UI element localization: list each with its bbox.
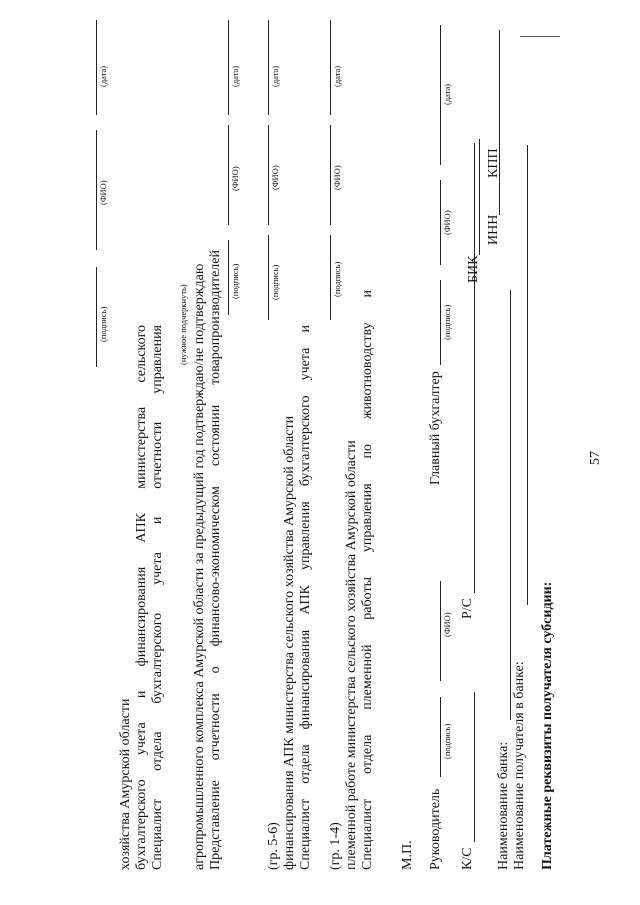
specialist-1-fio-caption: (ФИО)	[332, 165, 342, 190]
head-fio-caption: (ФИО)	[442, 612, 452, 637]
head-signature-caption: (подпись)	[442, 723, 452, 759]
kpp-field[interactable]	[499, 30, 500, 145]
ks-field[interactable]	[474, 692, 475, 842]
specialist-1-signature-caption: (подпись)	[332, 261, 342, 297]
specialist-2-signature-line[interactable]	[268, 235, 269, 320]
specialist-4-line-1: Специалист отдела бухгалтерского учета и отчетности управления	[150, 325, 165, 870]
specialist-4-line-2: бухгалтерского учета и финансирования АПК министерства сельского	[134, 325, 149, 870]
specialist-2-line-3: (гр. 5-6)	[266, 822, 281, 870]
specialist-1-date-line[interactable]	[330, 20, 331, 115]
specialist-4-signature-line[interactable]	[96, 267, 97, 367]
report-note: (нужное подчеркнуть)	[178, 284, 188, 365]
recipient-bank-field[interactable]	[527, 145, 528, 605]
specialist-2-date-line[interactable]	[268, 20, 269, 115]
stamp-label: М.П.	[400, 840, 415, 870]
report-date-caption: (дата)	[230, 65, 240, 87]
report-line-1: Представление отчетности о финансово-экономическом состоянии товаропроизводителей	[208, 250, 223, 870]
specialist-4-date-line[interactable]	[96, 20, 97, 115]
head-fio-line[interactable]	[440, 581, 441, 681]
specialist-1-date-caption: (дата)	[332, 65, 342, 87]
chief-accountant-date-line[interactable]	[440, 25, 441, 165]
specialist-4-line-3: хозяйства Амурской области	[118, 698, 133, 870]
head-title: Руководитель	[428, 788, 443, 870]
chief-accountant-fio-line[interactable]	[440, 180, 441, 265]
page-heading: Платежные реквизиты получателя субсидии:	[540, 581, 555, 870]
bik-label: БИК	[466, 255, 481, 283]
report-signature-line[interactable]	[228, 240, 229, 315]
chief-accountant-label: Главный бухгалтер	[428, 371, 443, 485]
top-right-rule	[520, 36, 560, 37]
specialist-2-signature-caption: (подпись)	[270, 264, 280, 300]
specialist-4-signature-caption: (подпись)	[98, 306, 108, 342]
specialist-4-fio-caption: (ФИО)	[98, 180, 108, 205]
specialist-1-signature-line[interactable]	[330, 235, 331, 320]
chief-signature-caption: (подпись)	[442, 304, 452, 340]
specialist-2-fio-caption: (ФИО)	[270, 165, 280, 190]
specialist-1-fio-line[interactable]	[330, 125, 331, 225]
inn-label: ИНН	[486, 214, 501, 245]
rs-field[interactable]	[474, 143, 475, 593]
chief-date-caption: (дата)	[442, 83, 452, 105]
specialist-1-line-3: (гр. 1-4)	[328, 822, 343, 870]
report-fio-line[interactable]	[228, 125, 229, 225]
specialist-2-fio-line[interactable]	[268, 125, 269, 225]
specialist-4-fio-line[interactable]	[96, 130, 97, 250]
chief-accountant-signature-line[interactable]	[440, 280, 441, 365]
specialist-2-line-1: Специалист отдела финансирования АПК управления бухгалтерского учета и	[298, 325, 313, 870]
specialist-1-line-2: племенной работе министерства сельского хозяйства Амурской области	[344, 440, 359, 870]
bank-name-label: Наименование банка:	[496, 741, 511, 870]
report-line-2: агропромышленного комплекса Амурской области за предыдущий год подтверждаю/не подтверждаю	[192, 263, 207, 870]
rs-label: Р/С	[460, 597, 475, 619]
report-fio-caption: (ФИО)	[230, 166, 240, 191]
specialist-1-line-1: Специалист отдела племенной работы управления по животноводству и	[360, 290, 375, 870]
kpp-label: КПП	[486, 148, 501, 178]
bank-name-field[interactable]	[510, 290, 511, 720]
report-date-line[interactable]	[228, 20, 229, 115]
recipient-bank-label: Наименование получателя в банке:	[512, 661, 527, 870]
head-signature-line[interactable]	[440, 697, 441, 777]
specialist-2-date-caption: (дата)	[270, 65, 280, 87]
specialist-4-date-caption: (дата)	[98, 65, 108, 87]
bik-field[interactable]	[479, 139, 480, 255]
page-number: 57	[588, 451, 603, 465]
specialist-2-line-2: финансирования АПК министерства сельского хозяйства Амурской области	[282, 415, 297, 870]
chief-fio-caption: (ФИО)	[442, 210, 452, 235]
report-signature-caption: (подпись)	[230, 263, 240, 299]
ks-label: К/С	[460, 847, 475, 870]
